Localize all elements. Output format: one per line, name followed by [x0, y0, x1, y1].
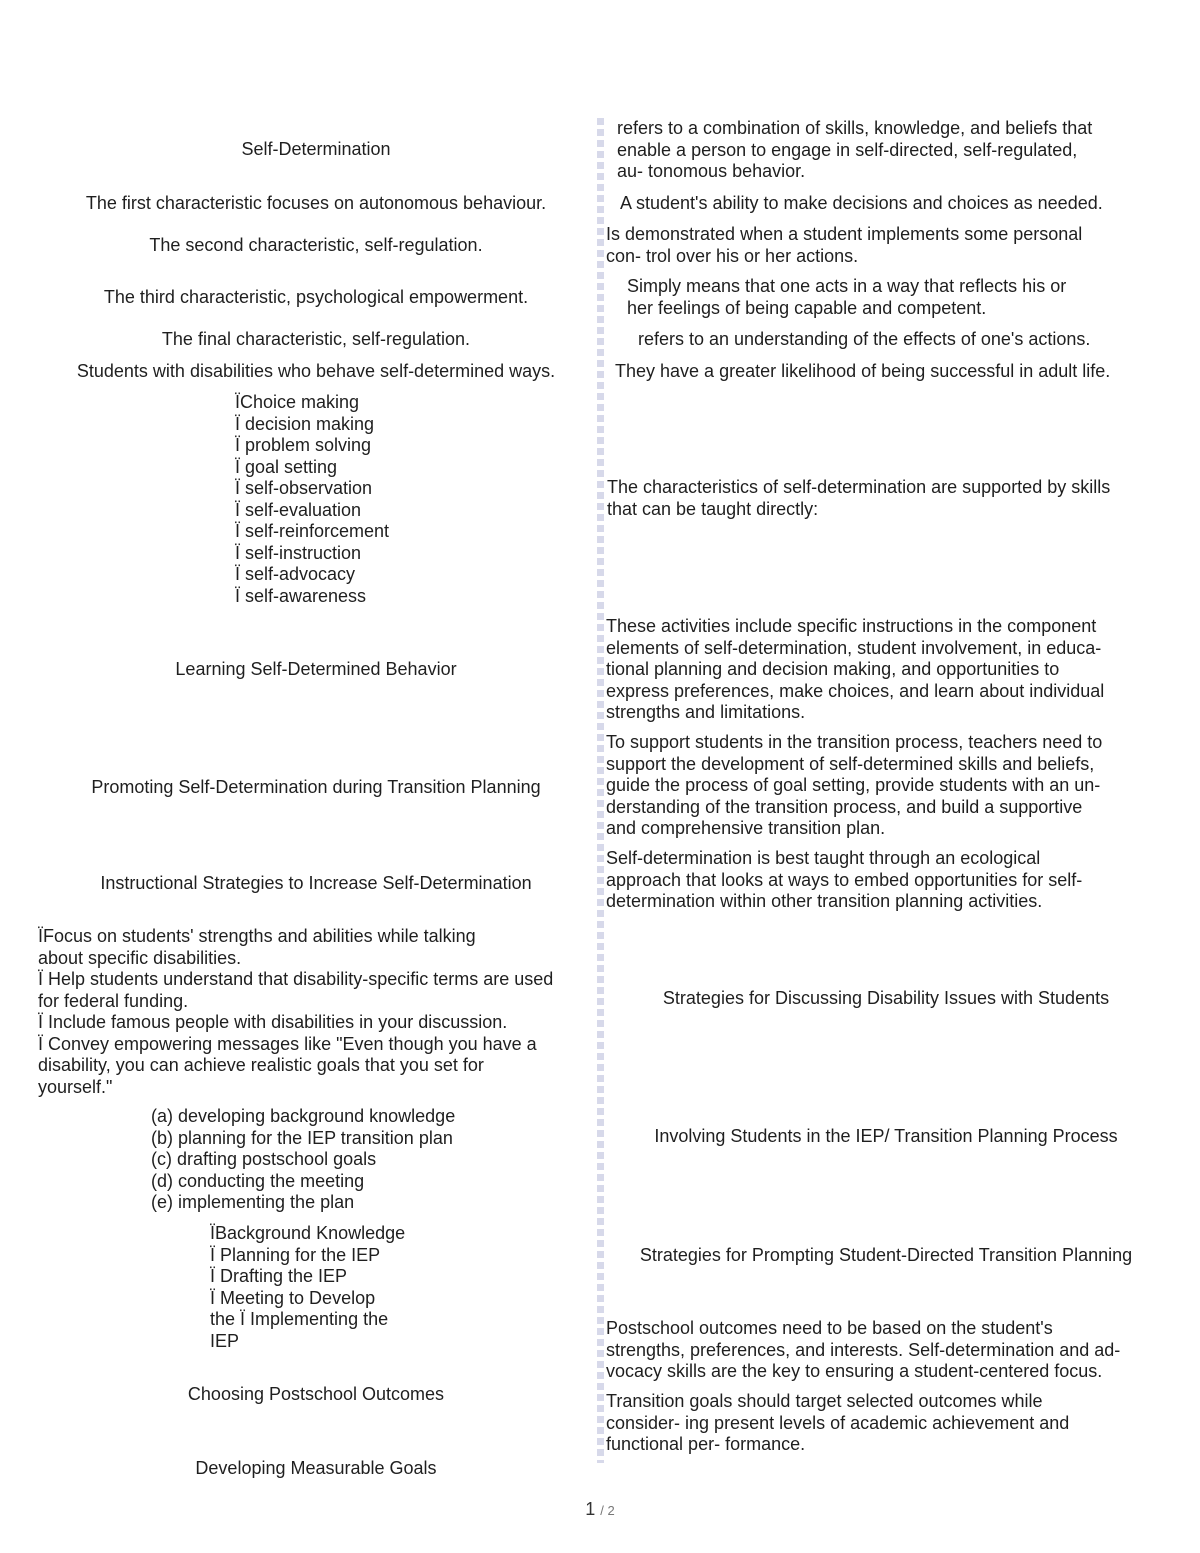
term-first-characteristic: The first characteristic focuses on autonomous behaviour.: [85, 193, 547, 213]
definition-developing-measurable-goals: Transition goals should target selected outcomes while consider- ing present levels of academic achievement and functional per- formance.: [606, 1391, 1070, 1454]
definition-iep-process: Involving Students in the IEP/ Transition Planning Process: [654, 1126, 1118, 1146]
definition-learning-self-determined-behavior: These activities include specific instructions in the component elements of self-determination, student involvement, in educa- tional planning and decision making, and opportunities to express preferences, make choices, and learn about individual strengths and limitations.: [606, 616, 1105, 722]
definition-disability-discussion: Strategies for Discussing Disability Issues with Students: [662, 988, 1110, 1008]
term-second-characteristic: The second characteristic, self-regulation.: [149, 235, 483, 255]
term-instructional-strategies: Instructional Strategies to Increase Self-Determination: [100, 873, 532, 893]
term-iep-steps-list: (a) developing background knowledge (b) planning for the IEP transition plan (c) drafting postschool goals (d) conducting the meeting (e) implementing the plan: [151, 1106, 456, 1212]
definition-second-characteristic: Is demonstrated when a student implements some personal con- trol over his or her actions.: [606, 224, 1083, 266]
term-third-characteristic: The third characteristic, psychological empowerment.: [103, 287, 529, 307]
definition-students-with-disabilities: They have a greater likelihood of being successful in adult life.: [615, 361, 1111, 381]
definition-student-directed-planning: Strategies for Prompting Student-Directed Transition Planning: [639, 1245, 1133, 1265]
term-learning-self-determined-behavior: Learning Self-Determined Behavior: [175, 659, 457, 679]
term-final-characteristic: The final characteristic, self-regulation.: [161, 329, 471, 349]
page-indicator: [0, 1499, 1200, 1520]
definition-first-characteristic: A student's ability to make decisions and choices as needed.: [620, 193, 1103, 213]
definition-final-characteristic: refers to an understanding of the effects of one's actions.: [638, 329, 1091, 349]
term-disability-discussion-list: ÏFocus on students' strengths and abilities while talking about specific disabilities. Ï Help students understand that disability-specific terms are used for federal funding. Ï Include famous people with disabilities in your discussion. Ï Convey empowering messages like "Even though you have a disability, you can achieve realistic goals that you set for yourself.": [38, 926, 554, 1097]
term-promoting-self-determination: Promoting Self-Determination during Transition Planning: [91, 777, 541, 797]
page-total: / 2: [600, 1503, 615, 1518]
term-self-determination: Self-Determination: [241, 139, 391, 159]
term-skills-list: ÏChoice making Ï decision making Ï problem solving Ï goal setting Ï self-observation Ï self-evaluation Ï self-reinforcement Ï self-instruction Ï self-advocacy Ï self-awareness: [235, 392, 390, 606]
page-current: 1: [585, 1499, 596, 1519]
definition-choosing-postschool-outcomes: Postschool outcomes need to be based on the student's strengths, preferences, and interests. Self-determination and ad- vocacy skills are the key to ensuring a student-centered focus.: [606, 1318, 1121, 1381]
definition-third-characteristic: Simply means that one acts in a way that reflects his or her feelings of being capable and competent.: [627, 276, 1067, 318]
definition-self-determination: refers to a combination of skills, knowledge, and beliefs that enable a person to engage in self-directed, self-regulated, au- tonomous behavior.: [617, 118, 1093, 181]
term-students-with-disabilities: Students with disabilities who behave self-determined ways.: [76, 361, 556, 381]
term-student-directed-list: ÏBackground Knowledge Ï Planning for the IEP Ï Drafting the IEP Ï Meeting to Develop the Ï Implementing the IEP: [210, 1223, 406, 1351]
definition-promoting-self-determination: To support students in the transition process, teachers need to support the development of self-determined skills and beliefs, guide the process of goal setting, provide students with an un- derstanding of the transition process, and build a supportive and comprehensive transition plan.: [606, 732, 1103, 838]
definition-instructional-strategies: Self-determination is best taught through an ecological approach that looks at ways to embed opportunities for self- determination within other transition planning activities.: [606, 848, 1083, 911]
term-choosing-postschool-outcomes: Choosing Postschool Outcomes: [187, 1384, 445, 1404]
definition-skills-list: The characteristics of self-determination are supported by skills that can be taught directly:: [607, 477, 1111, 519]
term-developing-measurable-goals: Developing Measurable Goals: [195, 1458, 437, 1478]
